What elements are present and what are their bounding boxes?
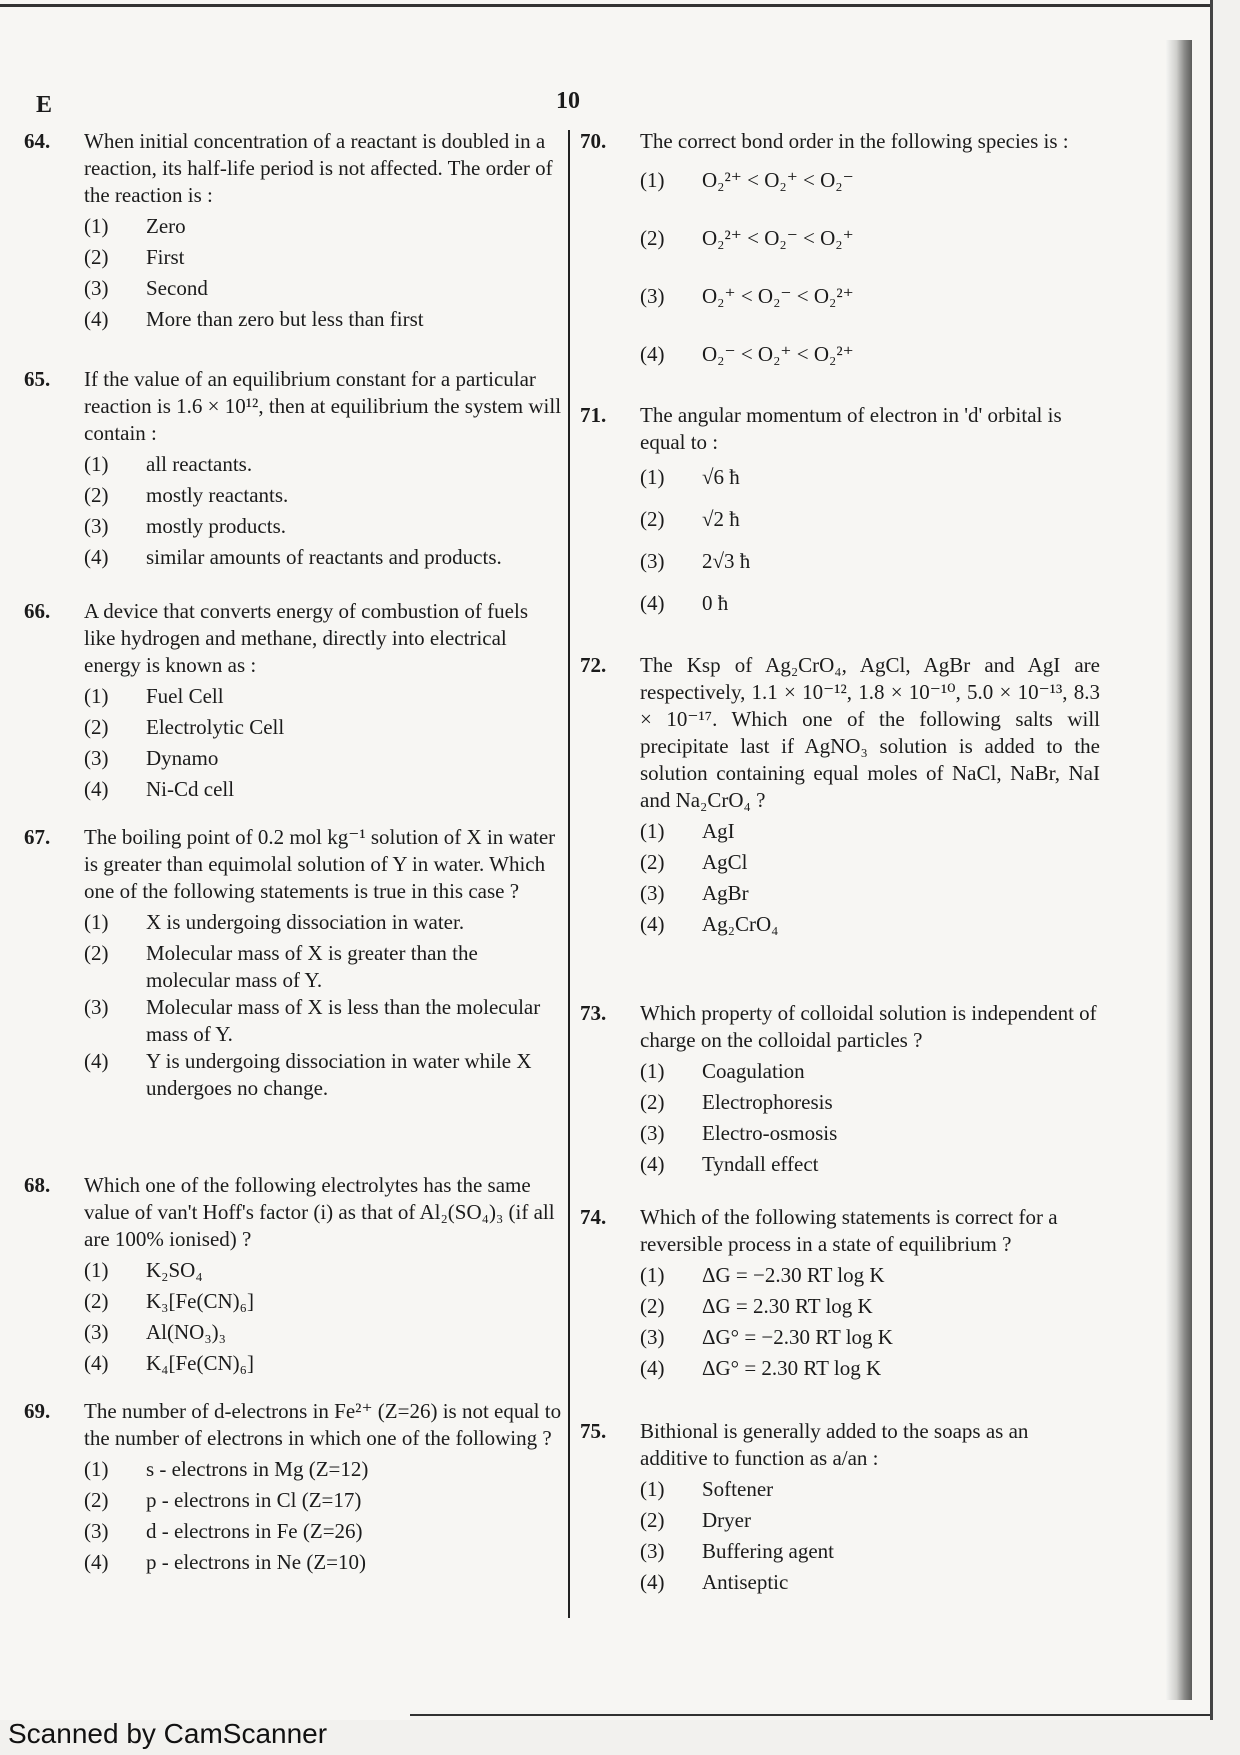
option-number: (4)	[640, 912, 665, 936]
question-number: 68.	[24, 1173, 51, 1197]
option-text: More than zero but less than first	[146, 307, 424, 331]
option-text: √2 ħ	[702, 507, 740, 531]
question-text: The angular momentum of electron in 'd' orbital is equal to :	[640, 403, 1062, 454]
question-74	[580, 1204, 1100, 1386]
question-text: The number of d-electrons in Fe²⁺ (Z=26) is not equal to the number of electrons in which one of the following ?	[84, 1399, 562, 1450]
option-number: (3)	[84, 1519, 109, 1543]
option-text: X is undergoing dissociation in water.	[146, 910, 465, 934]
question-number: 74.	[580, 1205, 607, 1229]
option-text: Electrophoresis	[702, 1090, 833, 1114]
option-number: (3)	[640, 881, 665, 905]
option[interactable]	[640, 1538, 1100, 1569]
set-code: E	[36, 92, 53, 118]
option-number: (4)	[84, 545, 109, 569]
option[interactable]	[84, 275, 564, 306]
option-number: (4)	[84, 777, 109, 801]
option-text: Zero	[146, 214, 186, 238]
option-text: Tyndall effect	[702, 1152, 819, 1176]
option-text: mostly reactants.	[146, 483, 289, 507]
question-text: The correct bond order in the following species is :	[640, 129, 1069, 153]
option-number: (1)	[640, 819, 665, 843]
option-number: (2)	[84, 1289, 109, 1313]
option-text: Molecular mass of X is less than the molecular mass of Y.	[146, 995, 541, 1046]
option-number: (2)	[84, 1488, 109, 1512]
option-number: (3)	[640, 284, 665, 308]
option-number: (2)	[84, 245, 109, 269]
bottom-rule	[410, 1714, 1210, 1716]
column-divider	[568, 130, 570, 1618]
question-65	[24, 366, 564, 575]
option-number: (1)	[84, 910, 109, 934]
option-number: (1)	[84, 214, 109, 238]
option-text: Electro-osmosis	[702, 1121, 838, 1145]
option[interactable]	[640, 590, 1100, 632]
option-text: Antiseptic	[702, 1570, 789, 1594]
option-number: (3)	[84, 995, 109, 1019]
question-70	[580, 128, 1069, 399]
question-number: 65.	[24, 367, 51, 391]
option[interactable]	[84, 940, 564, 994]
question-number: 75.	[580, 1419, 607, 1443]
option-number: (3)	[640, 549, 665, 573]
question-number: 66.	[24, 599, 51, 623]
question-text: Bithional is generally added to the soaps as an additive to function as a/an :	[640, 1419, 1029, 1470]
option-number: (4)	[640, 591, 665, 615]
question-text: The Ksp of Ag₂CrO₄, AgCl, AgBr and AgI are respectively, 1.1 × 10⁻¹², 1.8 × 10⁻¹⁰, 5.0 × 10⁻¹³, 8.3 × 10⁻¹⁷. Which one of the following salts will precipitate last if AgNO₃ solution is added to the solution containing equal moles of NaCl, NaBr, NaI and Na₂CrO₄ ?	[640, 653, 1100, 812]
option-number: (1)	[84, 1457, 109, 1481]
option-text: ΔG = −2.30 RT log K	[702, 1263, 885, 1287]
option[interactable]	[640, 1507, 1100, 1538]
option[interactable]	[84, 776, 564, 807]
option-number: (4)	[84, 1351, 109, 1375]
option[interactable]	[640, 548, 1100, 590]
option-text: O₂⁺ < O₂⁻ < O₂²⁺	[702, 284, 854, 308]
option[interactable]	[640, 283, 1069, 341]
option-number: (1)	[640, 1263, 665, 1287]
option[interactable]	[640, 1058, 1100, 1089]
option[interactable]	[640, 341, 1069, 399]
scanner-watermark: Scanned by CamScanner	[8, 1718, 328, 1749]
option-number: (1)	[640, 465, 665, 489]
option[interactable]	[640, 506, 1100, 548]
option[interactable]	[84, 306, 564, 337]
option[interactable]	[640, 225, 1069, 283]
option-text: Second	[146, 276, 208, 300]
option[interactable]	[84, 1048, 564, 1102]
question-number: 69.	[24, 1399, 51, 1423]
option-text: d - electrons in Fe (Z=26)	[146, 1519, 363, 1543]
option[interactable]	[84, 244, 564, 275]
option[interactable]	[640, 1476, 1100, 1507]
option-text: Buffering agent	[702, 1539, 834, 1563]
option[interactable]	[84, 1350, 564, 1381]
question-73	[580, 1000, 1100, 1182]
question-64	[24, 128, 564, 337]
option-text: √6 ħ	[702, 465, 740, 489]
option-number: (3)	[84, 276, 109, 300]
question-text: A device that converts energy of combustion of fuels like hydrogen and methane, directly into electrical energy is known as :	[84, 599, 528, 677]
option-number: (1)	[84, 1258, 109, 1282]
question-67	[24, 824, 564, 1102]
option[interactable]	[84, 994, 564, 1048]
option[interactable]	[84, 1487, 564, 1518]
option[interactable]	[84, 1456, 564, 1487]
question-text: Which one of the following electrolytes has the same value of van't Hoff's factor (i) as that of Al₂(SO₄)₃ (if all are 100% ionised) ?	[84, 1173, 555, 1251]
option-number: (4)	[84, 307, 109, 331]
option-text: Coagulation	[702, 1059, 805, 1083]
question-text: When initial concentration of a reactant is doubled in a reaction, its half-life period is not affected. The order of the reaction is :	[84, 129, 553, 207]
option-text: all reactants.	[146, 452, 253, 476]
option[interactable]	[84, 544, 564, 575]
option[interactable]	[640, 818, 1100, 849]
option-number: (2)	[640, 1508, 665, 1532]
question-number: 71.	[580, 403, 607, 427]
option[interactable]	[640, 1293, 1100, 1324]
option-text: Y is undergoing dissociation in water while X undergoes no change.	[146, 1049, 532, 1100]
option-number: (3)	[84, 514, 109, 538]
option[interactable]	[640, 1569, 1100, 1600]
option-text: p - electrons in Ne (Z=10)	[146, 1550, 367, 1574]
option-text: AgCl	[702, 850, 748, 874]
option-text: Electrolytic Cell	[146, 715, 285, 739]
option-text: K₂SO₄	[146, 1258, 203, 1282]
option-text: O₂²⁺ < O₂⁻ < O₂⁺	[702, 226, 854, 250]
option[interactable]	[640, 167, 1069, 225]
question-72	[580, 652, 1100, 942]
question-number: 64.	[24, 129, 51, 153]
option[interactable]	[84, 714, 564, 745]
option-text: 0 ħ	[702, 591, 729, 615]
question-number: 72.	[580, 653, 607, 677]
option-number: (3)	[640, 1325, 665, 1349]
question-71	[580, 402, 1100, 632]
option[interactable]	[640, 1355, 1100, 1386]
question-text: Which property of colloidal solution is independent of charge on the colloidal particles ?	[640, 1001, 1097, 1052]
option-number: (4)	[640, 1152, 665, 1176]
option[interactable]	[84, 513, 564, 544]
option-number: (2)	[640, 850, 665, 874]
option-number: (2)	[84, 483, 109, 507]
question-text: Which of the following statements is correct for a reversible process in a state of equilibrium ?	[640, 1205, 1058, 1256]
option-text: Softener	[702, 1477, 774, 1501]
question-68	[24, 1172, 564, 1381]
option-number: (4)	[84, 1049, 109, 1073]
option[interactable]	[84, 1288, 564, 1319]
question-number: 70.	[580, 129, 607, 153]
question-69	[24, 1398, 564, 1580]
option-number: (2)	[640, 1090, 665, 1114]
option-number: (1)	[84, 452, 109, 476]
option-number: (1)	[84, 684, 109, 708]
option[interactable]	[640, 1324, 1100, 1355]
question-text: The boiling point of 0.2 mol kg⁻¹ solution of X in water is greater than equimolal solution of Y in water. Which one of the following statements is true in this case ?	[84, 825, 556, 903]
option-text: mostly products.	[146, 514, 286, 538]
option-number: (3)	[84, 746, 109, 770]
option-number: (2)	[84, 941, 109, 965]
option-text: ΔG° = 2.30 RT log K	[702, 1356, 882, 1380]
question-number: 73.	[580, 1001, 607, 1025]
option[interactable]	[640, 1262, 1100, 1293]
option-text: K₄[Fe(CN)₆]	[146, 1351, 254, 1375]
question-75	[580, 1418, 1100, 1600]
option[interactable]	[84, 1518, 564, 1549]
option-text: First	[146, 245, 185, 269]
question-text: If the value of an equilibrium constant for a particular reaction is 1.6 × 10¹², then at equilibrium the system will contain :	[84, 367, 562, 445]
option[interactable]	[640, 911, 1100, 942]
option-number: (2)	[640, 1294, 665, 1318]
option[interactable]	[84, 451, 564, 482]
option-number: (4)	[640, 1570, 665, 1594]
option-number: (3)	[84, 1320, 109, 1344]
page-edge-shadow	[1166, 40, 1192, 1700]
option[interactable]	[640, 880, 1100, 911]
option-text: Al(NO₃)₃	[146, 1320, 226, 1344]
option-number: (2)	[640, 507, 665, 531]
option-number: (1)	[640, 1059, 665, 1083]
option-text: K₃[Fe(CN)₆]	[146, 1289, 254, 1313]
option[interactable]	[84, 482, 564, 513]
option[interactable]	[640, 1151, 1100, 1182]
option-number: (1)	[640, 168, 665, 192]
option[interactable]	[84, 1257, 564, 1288]
option[interactable]	[84, 683, 564, 714]
option-text: Fuel Cell	[146, 684, 224, 708]
option-text: Ni-Cd cell	[146, 777, 235, 801]
option-text: Ag₂CrO₄	[702, 912, 779, 936]
option-text: O₂⁻ < O₂⁺ < O₂²⁺	[702, 342, 854, 366]
option[interactable]	[84, 745, 564, 776]
option-number: (4)	[640, 1356, 665, 1380]
option-number: (3)	[640, 1539, 665, 1563]
option-text: O₂²⁺ < O₂⁺ < O₂⁻	[702, 168, 854, 192]
question-number: 67.	[24, 825, 51, 849]
option[interactable]	[640, 849, 1100, 880]
option-number: (4)	[84, 1550, 109, 1574]
option-text: similar amounts of reactants and products.	[146, 545, 502, 569]
option-number: (1)	[640, 1477, 665, 1501]
option-text: Dryer	[702, 1508, 751, 1532]
option[interactable]	[640, 1089, 1100, 1120]
option-number: (2)	[640, 226, 665, 250]
option-text: AgBr	[702, 881, 749, 905]
option[interactable]	[640, 1120, 1100, 1151]
option[interactable]	[84, 909, 564, 940]
page-number: 10	[556, 88, 580, 114]
option-number: (4)	[640, 342, 665, 366]
option-number: (3)	[640, 1121, 665, 1145]
option[interactable]	[84, 1319, 564, 1350]
option-text: s - electrons in Mg (Z=12)	[146, 1457, 369, 1481]
option-text: AgI	[702, 819, 735, 843]
option[interactable]	[84, 213, 564, 244]
option-text: Molecular mass of X is greater than the molecular mass of Y.	[146, 941, 478, 992]
option-text: p - electrons in Cl (Z=17)	[146, 1488, 362, 1512]
option-text: ΔG = 2.30 RT log K	[702, 1294, 873, 1318]
option-text: ΔG° = −2.30 RT log K	[702, 1325, 893, 1349]
question-66	[24, 598, 564, 807]
option-text: Dynamo	[146, 746, 219, 770]
option[interactable]	[640, 464, 1100, 506]
option-text: 2√3 ħ	[702, 549, 751, 573]
option[interactable]	[84, 1549, 564, 1580]
option-number: (2)	[84, 715, 109, 739]
top-rule	[0, 4, 1210, 7]
